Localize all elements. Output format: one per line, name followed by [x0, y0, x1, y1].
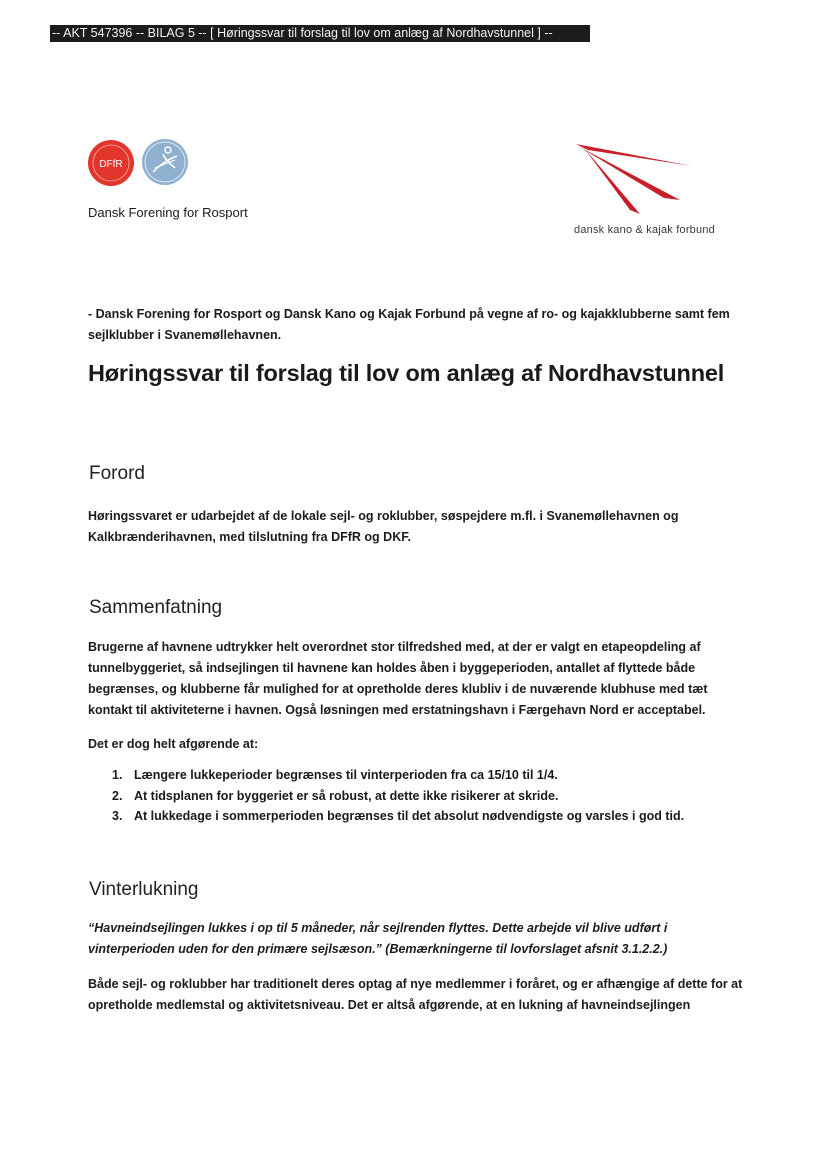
kajak-organization-name: dansk kano & kajak forbund [574, 224, 715, 236]
kajak-logo [568, 140, 700, 218]
section-heading-vinterlukning: Vinterlukning [89, 879, 199, 900]
vinterlukning-quote: “Havneindsejlingen lukkes i op til 5 måneder, når sejlrenden flyttes. Dette arbejde vil blive udført i vinterperioden uden for den primære sejlsæson.” (Bemærkningerne til lovforslaget afsnit 3.1.2.2.) [88, 921, 668, 956]
list-item-text: At tidsplanen for byggeriet er så robust, at dette ikke risikerer at skride. [134, 788, 559, 803]
document-title: Høringssvar til forslag til lov om anlæg af Nordhavstunnel [88, 360, 725, 386]
document-stamp: -- AKT 547396 -- BILAG 5 -- [ Høringssvar til forslag til lov om anlæg af Nordhavstunnel ] -- [50, 25, 590, 42]
requirements-list [88, 765, 684, 827]
list-item [88, 806, 684, 827]
rowing-logo [141, 138, 189, 186]
forord-paragraph: Høringssvaret er udarbejdet af de lokale sejl- og roklubber, søspejdere m.fl. i Svanemøllehavnen og Kalkbrænderihavnen, med tilslutning fra DFfR og DKF. [88, 509, 679, 544]
section-heading-forord: Forord [89, 463, 145, 484]
list-item-number: 3. [112, 809, 123, 823]
intro-paragraph: - Dansk Forening for Rosport og Dansk Kano og Kajak Forbund på vegne af ro- og kajakklubberne samt fem sejlklubber i Svanemøllehavnen. [88, 307, 730, 342]
list-item-number: 1. [112, 768, 123, 782]
sammenfatning-lead: Det er dog helt afgørende at: [88, 737, 259, 751]
list-item-text: At lukkedage i sommerperioden begrænses til det absolut nødvendigste og varsles i god tid. [134, 809, 685, 823]
dffr-logo-text: DFfR [99, 159, 123, 170]
dffr-logo [87, 139, 135, 187]
sammenfatning-paragraph: Brugerne af havnene udtrykker helt overordnet stor tilfredshed med, at der er valgt en etapeopdeling af tunnelbyggeriet, så indsejlingen til havnene kan holdes åben i byggeperioden, antallet af flyttede både begrænses, og klubberne får mulighed for at opretholde deres klubliv i de nuværende klubhuse med tæt kontakt til aktiviteterne i havnen. Også løsningen med erstatningshavn i Færgehavn Nord er acceptabel. [88, 640, 708, 717]
list-item-text: Længere lukkeperioder begrænses til vinterperioden fra ca 15/10 til 1/4. [134, 768, 558, 782]
organization-name: Dansk Forening for Rosport [88, 205, 248, 220]
vinterlukning-paragraph: Både sejl- og roklubber har traditionelt deres optag af nye medlemmer i foråret, og er afhængige af dette for at opretholde medlemstal og aktivitetsniveau. Det er altså afgørende, at en lukning af havneindsejlingen [88, 977, 743, 1012]
list-item [88, 765, 684, 786]
section-heading-sammenfatning: Sammenfatning [89, 597, 223, 618]
list-item [88, 786, 684, 807]
list-item-number: 2. [112, 788, 123, 803]
